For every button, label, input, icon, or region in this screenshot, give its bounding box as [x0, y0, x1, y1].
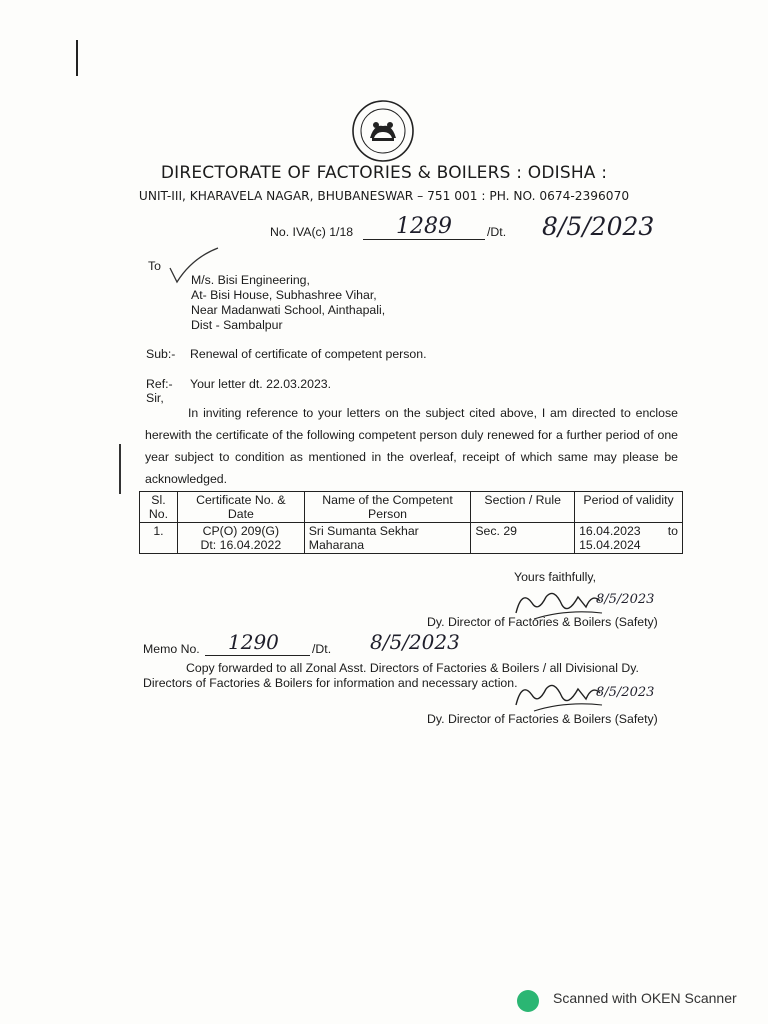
- signature-2-date: 8/5/2023: [596, 685, 655, 700]
- letter-number-handwritten: 1289: [396, 214, 452, 239]
- recipient-line-4: Dist - Sambalpur: [191, 318, 283, 332]
- reference-label: Ref:-: [146, 377, 173, 391]
- to-label: To: [148, 259, 161, 273]
- memo-number-handwritten: 1290: [228, 630, 279, 654]
- cell-period: [575, 523, 683, 554]
- designation-1: Dy. Director of Factories & Boilers (Safety): [427, 615, 658, 629]
- header-sl-no: Sl. No.: [140, 492, 178, 523]
- body-paragraph-text: In inviting reference to your letters on the subject cited above, I am directed to enclose herewith the certificate of the following competent person duly renewed for a further period of one year subject to condition as mentioned in the overleaf, receipt of which same may please be acknowledged.: [145, 406, 678, 486]
- memo-label: Memo No.: [143, 642, 200, 656]
- cell-person-name: Sri Sumanta Sekhar Maharana: [304, 523, 471, 554]
- memo-number-underline: [205, 655, 310, 656]
- directorate-address: UNIT-III, KHARAVELA NAGAR, BHUBANESWAR – 751 001 : PH. NO. 0674-2396070: [138, 189, 630, 203]
- body-paragraph: [145, 402, 678, 490]
- recipient-line-2: At- Bisi House, Subhashree Vihar,: [191, 288, 377, 302]
- cell-period-to-word: to: [667, 524, 678, 538]
- margin-pen-mark: [119, 444, 121, 494]
- cell-section: Sec. 29: [471, 523, 575, 554]
- header-section-rule: Section / Rule: [471, 492, 575, 523]
- yours-faithfully: Yours faithfully,: [514, 570, 597, 584]
- certificate-table: [139, 491, 683, 554]
- letter-dt-label: /Dt.: [487, 225, 507, 239]
- memo-date-handwritten: 8/5/2023: [370, 630, 460, 654]
- subject-label: Sub:-: [146, 347, 176, 361]
- margin-pen-mark: [76, 40, 78, 76]
- scanner-watermark: Scanned with OKEN Scanner: [553, 990, 737, 1006]
- memo-dt-label: /Dt.: [312, 642, 332, 656]
- memo-text-line-2: Directors of Factories & Boilers for information and necessary action.: [143, 676, 518, 690]
- letter-number-underline: [363, 239, 485, 240]
- designation-2: Dy. Director of Factories & Boilers (Safety): [427, 712, 658, 726]
- table-row: [140, 523, 683, 554]
- signature-1-date: 8/5/2023: [596, 592, 655, 607]
- cell-sl: 1.: [140, 523, 178, 554]
- subject-text: Renewal of certificate of competent person.: [190, 347, 427, 361]
- cell-cert-no: CP(O) 209(G): [202, 524, 280, 538]
- cell-period-from: 16.04.2023: [579, 524, 641, 538]
- recipient-line-1: M/s. Bisi Engineering,: [191, 273, 310, 287]
- cell-certificate: [177, 523, 304, 554]
- directorate-title: DIRECTORATE OF FACTORIES & BOILERS : ODISHA :: [160, 163, 608, 183]
- scanner-logo-icon: [517, 990, 539, 1012]
- recipient-line-3: Near Madanwati School, Ainthapali,: [191, 303, 386, 317]
- odisha-emblem-seal: [350, 98, 416, 164]
- table-header-row: [140, 492, 683, 523]
- header-period-validity: Period of validity: [575, 492, 683, 523]
- header-competent-person: Name of the Competent Person: [304, 492, 471, 523]
- cell-cert-date: Dt: 16.04.2022: [200, 538, 282, 552]
- salutation: Sir,: [146, 391, 164, 405]
- cell-period-until: 15.04.2024: [579, 538, 641, 552]
- header-certificate-no: Certificate No. & Date: [177, 492, 304, 523]
- letter-number-prefix: No. IVA(c) 1/18: [270, 225, 354, 239]
- reference-text: Your letter dt. 22.03.2023.: [190, 377, 332, 391]
- letter-date-handwritten: 8/5/2023: [542, 212, 655, 241]
- memo-text-line-1: Copy forwarded to all Zonal Asst. Directors of Factories & Boilers / all Divisional Dy.: [186, 661, 639, 675]
